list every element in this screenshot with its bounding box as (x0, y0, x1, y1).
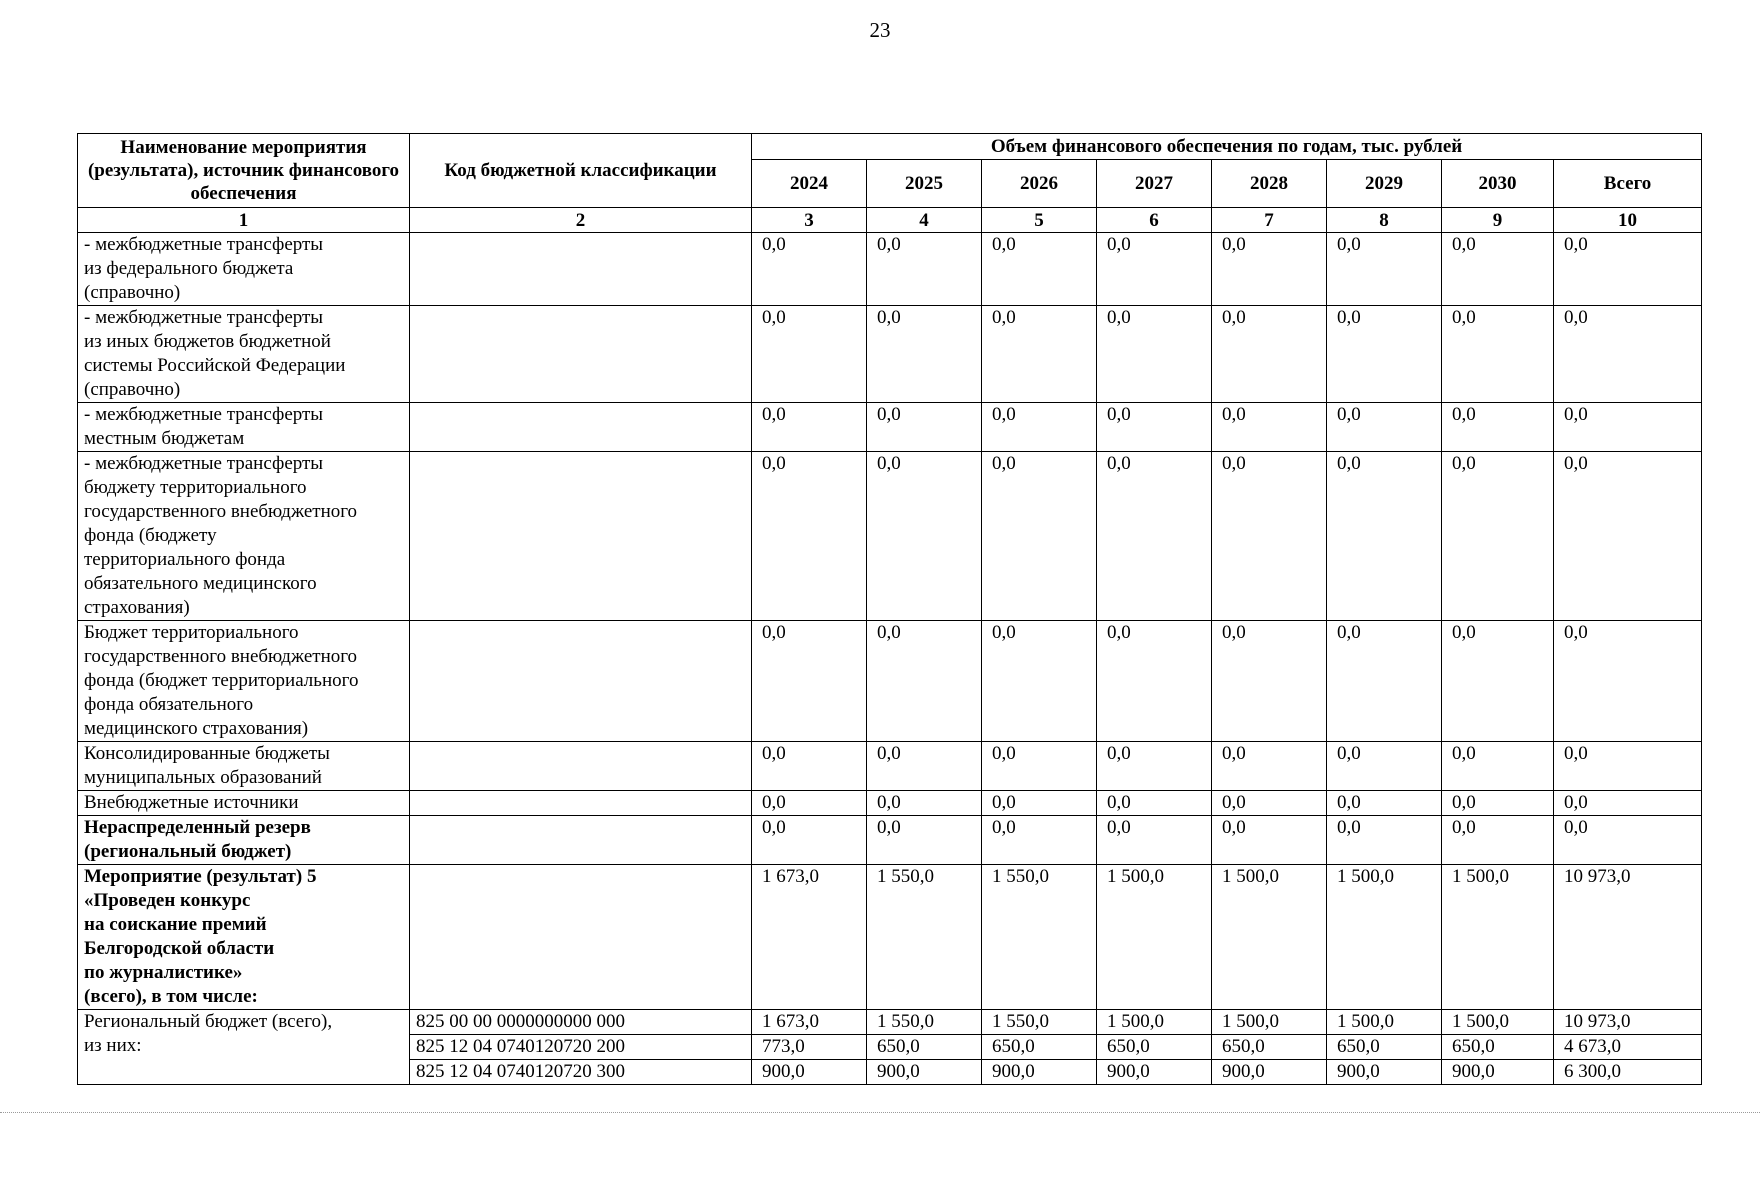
row-name: - межбюджетные трансферты местным бюджетам (78, 403, 410, 452)
year-value: 0,0 (752, 742, 867, 791)
row-name: Региональный бюджет (всего), из них: (78, 1010, 410, 1085)
budget-code (410, 816, 752, 865)
row-name: Консолидированные бюджеты муниципальных образований (78, 742, 410, 791)
year-value: 0,0 (1327, 742, 1442, 791)
year-value: 0,0 (1442, 452, 1554, 621)
total-value: 10 973,0 (1554, 1010, 1702, 1035)
table-row (78, 403, 1702, 452)
year-value: 0,0 (982, 306, 1097, 403)
year-value: 1 500,0 (1442, 865, 1554, 1010)
year-value: 1 500,0 (1212, 865, 1327, 1010)
table-row (78, 233, 1702, 306)
table-row (78, 306, 1702, 403)
year-value: 900,0 (1442, 1060, 1554, 1085)
year-value: 0,0 (982, 621, 1097, 742)
year-value: 1 550,0 (867, 865, 982, 1010)
year-value: 0,0 (752, 621, 867, 742)
year-value: 0,0 (1327, 621, 1442, 742)
year-value: 0,0 (1212, 452, 1327, 621)
year-value: 0,0 (867, 621, 982, 742)
year-value: 0,0 (867, 816, 982, 865)
column-number: 7 (1212, 208, 1327, 233)
year-value: 900,0 (752, 1060, 867, 1085)
year-value: 900,0 (1212, 1060, 1327, 1085)
budget-code (410, 621, 752, 742)
year-value: 0,0 (1097, 621, 1212, 742)
year-value: 0,0 (1212, 621, 1327, 742)
year-value: 650,0 (1097, 1035, 1212, 1060)
financing-table (77, 133, 1702, 1085)
budget-code: 825 12 04 0740120720 200 (410, 1035, 752, 1060)
year-value: 0,0 (752, 233, 867, 306)
year-value: 0,0 (752, 306, 867, 403)
row-name: Внебюджетные источники (78, 791, 410, 816)
year-value: 0,0 (1212, 816, 1327, 865)
year-value: 0,0 (1327, 403, 1442, 452)
row-name: Нераспределенный резерв (региональный бюджет) (78, 816, 410, 865)
year-value: 0,0 (1212, 742, 1327, 791)
table-row (78, 791, 1702, 816)
header-code: Код бюджетной классификации (410, 134, 752, 208)
header-volume: Объем финансового обеспечения по годам, тыс. рублей (752, 134, 1702, 160)
year-value: 900,0 (867, 1060, 982, 1085)
year-value: 0,0 (1327, 816, 1442, 865)
year-value: 650,0 (982, 1035, 1097, 1060)
header-year: 2029 (1327, 160, 1442, 208)
budget-code (410, 791, 752, 816)
year-value: 650,0 (1327, 1035, 1442, 1060)
total-value: 0,0 (1554, 816, 1702, 865)
row-name: Мероприятие (результат) 5 «Проведен конкурс на соискание премий Белгородской области по журналистике» (всего), в том числе: (78, 865, 410, 1010)
total-value: 4 673,0 (1554, 1035, 1702, 1060)
year-value: 1 673,0 (752, 865, 867, 1010)
year-value: 1 673,0 (752, 1010, 867, 1035)
year-value: 0,0 (1097, 816, 1212, 865)
year-value: 0,0 (982, 791, 1097, 816)
budget-code (410, 403, 752, 452)
total-value: 0,0 (1554, 306, 1702, 403)
year-value: 0,0 (1212, 306, 1327, 403)
row-name: - межбюджетные трансферты из федерального бюджета (справочно) (78, 233, 410, 306)
column-number: 8 (1327, 208, 1442, 233)
year-value: 1 500,0 (1442, 1010, 1554, 1035)
header-year: 2025 (867, 160, 982, 208)
year-value: 0,0 (982, 233, 1097, 306)
budget-code (410, 233, 752, 306)
year-value: 1 500,0 (1327, 1010, 1442, 1035)
row-name: Бюджет территориального государственного внебюджетного фонда (бюджет территориального фонда обязательного медицинского страхования) (78, 621, 410, 742)
total-value: 0,0 (1554, 621, 1702, 742)
total-value: 10 973,0 (1554, 865, 1702, 1010)
column-number: 2 (410, 208, 752, 233)
year-value: 773,0 (752, 1035, 867, 1060)
year-value: 0,0 (1442, 306, 1554, 403)
year-value: 1 550,0 (982, 865, 1097, 1010)
total-value: 0,0 (1554, 742, 1702, 791)
table-row (78, 452, 1702, 621)
year-value: 0,0 (1442, 233, 1554, 306)
year-value: 0,0 (1212, 791, 1327, 816)
table-row (78, 621, 1702, 742)
year-value: 1 500,0 (1327, 865, 1442, 1010)
year-value: 0,0 (1097, 403, 1212, 452)
year-value: 0,0 (982, 452, 1097, 621)
budget-code (410, 742, 752, 791)
header-year: 2027 (1097, 160, 1212, 208)
total-value: 0,0 (1554, 452, 1702, 621)
column-number: 1 (78, 208, 410, 233)
total-value: 0,0 (1554, 403, 1702, 452)
year-value: 0,0 (1327, 233, 1442, 306)
year-value: 0,0 (982, 742, 1097, 791)
header-year: 2030 (1442, 160, 1554, 208)
scan-edge-divider (0, 1112, 1760, 1113)
year-value: 1 500,0 (1212, 1010, 1327, 1035)
year-value: 0,0 (867, 403, 982, 452)
table-row (78, 742, 1702, 791)
year-value: 0,0 (867, 791, 982, 816)
year-value: 0,0 (1097, 742, 1212, 791)
column-number: 5 (982, 208, 1097, 233)
year-value: 0,0 (1442, 742, 1554, 791)
year-value: 650,0 (867, 1035, 982, 1060)
year-value: 0,0 (1442, 791, 1554, 816)
year-value: 0,0 (1327, 306, 1442, 403)
year-value: 900,0 (1097, 1060, 1212, 1085)
year-value: 650,0 (1442, 1035, 1554, 1060)
year-value: 0,0 (1442, 816, 1554, 865)
year-value: 0,0 (752, 403, 867, 452)
budget-code (410, 452, 752, 621)
total-value: 0,0 (1554, 233, 1702, 306)
year-value: 1 550,0 (982, 1010, 1097, 1035)
table-row (78, 865, 1702, 1010)
budget-code (410, 306, 752, 403)
year-value: 900,0 (1327, 1060, 1442, 1085)
year-value: 900,0 (982, 1060, 1097, 1085)
table-row (78, 816, 1702, 865)
year-value: 1 500,0 (1097, 1010, 1212, 1035)
year-value: 0,0 (1442, 621, 1554, 742)
column-number: 9 (1442, 208, 1554, 233)
year-value: 0,0 (1097, 791, 1212, 816)
page-number: 23 (869, 18, 891, 42)
header-year: 2026 (982, 160, 1097, 208)
year-value: 0,0 (1097, 233, 1212, 306)
year-value: 0,0 (867, 742, 982, 791)
year-value: 650,0 (1212, 1035, 1327, 1060)
column-number: 6 (1097, 208, 1212, 233)
column-number: 10 (1554, 208, 1702, 233)
year-value: 0,0 (1327, 791, 1442, 816)
year-value: 0,0 (1212, 233, 1327, 306)
year-value: 1 500,0 (1097, 865, 1212, 1010)
year-value: 1 550,0 (867, 1010, 982, 1035)
header-total: Всего (1554, 160, 1702, 208)
year-value: 0,0 (1327, 452, 1442, 621)
year-value: 0,0 (752, 816, 867, 865)
year-value: 0,0 (982, 816, 1097, 865)
column-number: 3 (752, 208, 867, 233)
year-value: 0,0 (1097, 452, 1212, 621)
year-value: 0,0 (1442, 403, 1554, 452)
budget-code: 825 00 00 0000000000 000 (410, 1010, 752, 1035)
total-value: 0,0 (1554, 791, 1702, 816)
table-body (78, 233, 1702, 1085)
year-value: 0,0 (752, 791, 867, 816)
year-value: 0,0 (867, 233, 982, 306)
total-value: 6 300,0 (1554, 1060, 1702, 1085)
year-value: 0,0 (867, 306, 982, 403)
year-value: 0,0 (867, 452, 982, 621)
budget-code (410, 865, 752, 1010)
column-number: 4 (867, 208, 982, 233)
header-year: 2024 (752, 160, 867, 208)
table-row (78, 1010, 1702, 1035)
row-name: - межбюджетные трансферты из иных бюджетов бюджетной системы Российской Федерации (справочно) (78, 306, 410, 403)
year-value: 0,0 (752, 452, 867, 621)
year-value: 0,0 (1212, 403, 1327, 452)
budget-code: 825 12 04 0740120720 300 (410, 1060, 752, 1085)
year-value: 0,0 (1097, 306, 1212, 403)
header-name: Наименование мероприятия (результата), источник финансового обеспечения (78, 134, 410, 208)
row-name: - межбюджетные трансферты бюджету территориального государственного внебюджетного фонда (бюджету территориального фонда обязательного медицинского страхования) (78, 452, 410, 621)
header-year: 2028 (1212, 160, 1327, 208)
year-value: 0,0 (982, 403, 1097, 452)
